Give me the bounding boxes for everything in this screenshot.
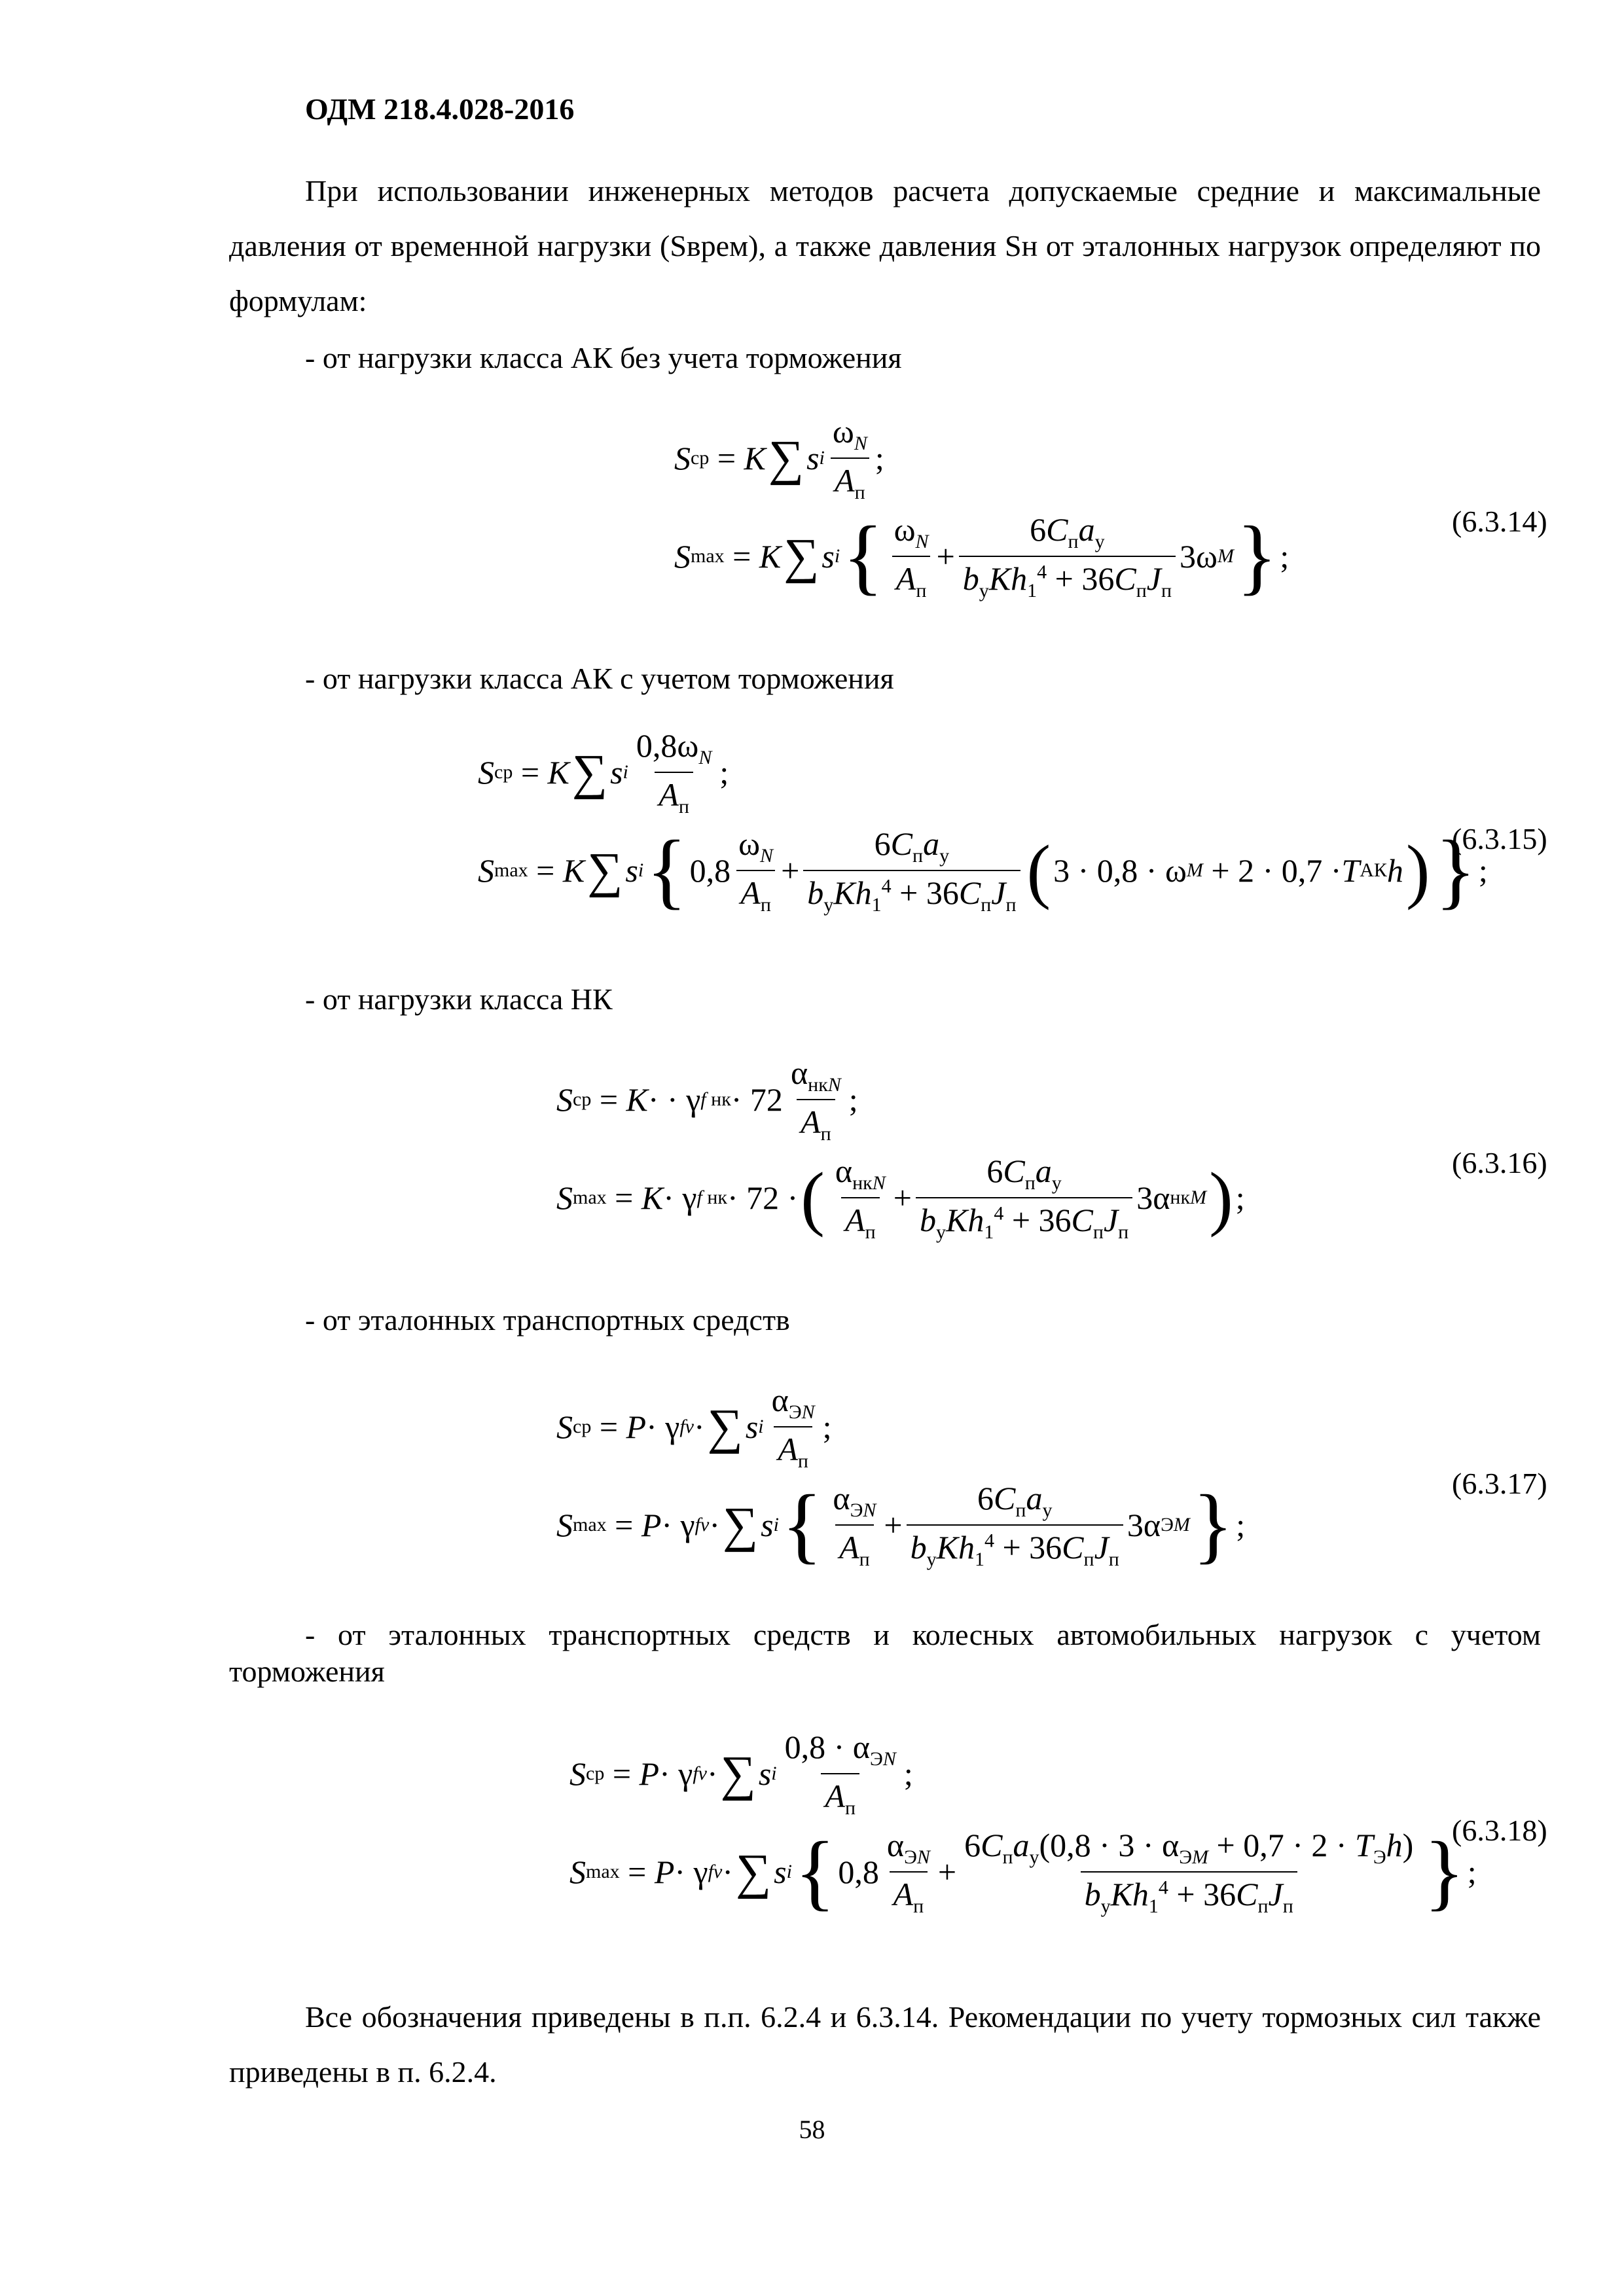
formula-s-avg: S ср = K ∑ s i $\frac{\omega_N}{A_п}$ ; — [674, 413, 884, 503]
formula-s-max: S max = P · γ fv · ∑ s i { 0,8 $\frac{\alpha_{ЭN}}{A_п}$ + $\frac{6C_пa_у(0,8 \cdot 3 \cdot \alpha_{ЭM} + 0,7 \cdot 2 \cdot T_Эh)}{b_уKh_1^4 + 36C_пJ_п}$ } ; — [569, 1825, 1477, 1919]
formula-6-3-17 — [556, 1381, 1245, 1571]
formula-6-3-14 — [674, 412, 1289, 602]
page-number: 58 — [799, 2115, 825, 2144]
section-label-reference-and-wheeled-braking: - от эталонных транспортных средств и колесных автомобильных нагрузок с учетом торможения — [229, 1618, 1541, 1688]
equation-number: (6.3.15) — [1452, 822, 1547, 855]
equation-number: (6.3.17) — [1452, 1467, 1547, 1500]
formula-6-3-18 — [569, 1728, 1477, 1918]
formula-s-max: S max = K ∑ s i { $\frac{\omega_N}{A_п}$ + $\frac{6C_пa_у}{b_уKh_1^4 + 36C_пJ_п}$ 3ω M } ; — [674, 509, 1290, 603]
section-label-ak-braking: - от нагрузки класса АК с учетом торможения — [305, 662, 894, 695]
section-label-reference-vehicles: - от эталонных транспортных средств — [305, 1303, 790, 1336]
equation-number: (6.3.18) — [1452, 1814, 1547, 1847]
formula-s-avg: S ср = P · γ fv · ∑ s i $\frac{\alpha_{ЭN}}{A_п}$ ; — [556, 1382, 832, 1472]
formula-6-3-16 — [556, 1054, 1245, 1244]
formula-s-max: S max = K ∑ s i { 0,8 $\frac{\omega_N}{A_п}$ + $\frac{6C_пa_у}{b_уKh_1^4 + 36C_пJ_п}$ ( 3 · 0,8 · ω M + 2 · 0,7 · T АК h ) } ; — [478, 823, 1488, 918]
formula-s-max: S max = K · γ f нк · 72 · ( $\frac{\alpha_{нкN}}{A_п}$ + $\frac{6C_пa_у}{b_уKh_1^4 + 36C_пJ_п}$ 3α нкM ) ; — [556, 1153, 1245, 1243]
closing-paragraph: Все обозначения приведены в п.п. 6.2.4 и 6.3.14. Рекомендации по учету тормозных сил также приведены в п. 6.2.4. — [229, 2000, 1541, 2089]
formula-s-avg: S ср = K ∑ s i $\frac{0,8\omega_N}{A_п}$ ; — [478, 727, 729, 817]
formula-6-3-15 — [478, 726, 1488, 916]
equation-number: (6.3.16) — [1452, 1146, 1547, 1179]
formula-s-avg: S ср = P · γ fv · ∑ s i $\frac{0,8 \cdot \alpha_{ЭN}}{A_п}$ ; — [569, 1729, 913, 1819]
section-label-nk: - от нагрузки класса НК — [305, 982, 613, 1016]
equation-number: (6.3.14) — [1452, 505, 1547, 538]
section-label-ak-no-braking: - от нагрузки класса АК без учета торможения — [305, 341, 902, 374]
intro-paragraph: При использовании инженерных методов расчета допускаемые средние и максимальные давления от временной нагрузки (Sврем), а также давления Sн от эталонных нагрузок определяют по формулам: — [229, 174, 1541, 317]
formula-s-avg: S ср = K · · γ f нк · 72 $\frac{\alpha_{нкN}}{A_п}$ ; — [556, 1054, 858, 1145]
formula-s-max: S max = P · γ fv · ∑ s i { $\frac{\alpha_{ЭN}}{A_п}$ + $\frac{6C_пa_у}{b_уKh_1^4 + 36C_пJ_п}$ 3α ЭM } ; — [556, 1478, 1246, 1572]
document-code-header: ОДМ 218.4.028-2016 — [305, 92, 575, 126]
